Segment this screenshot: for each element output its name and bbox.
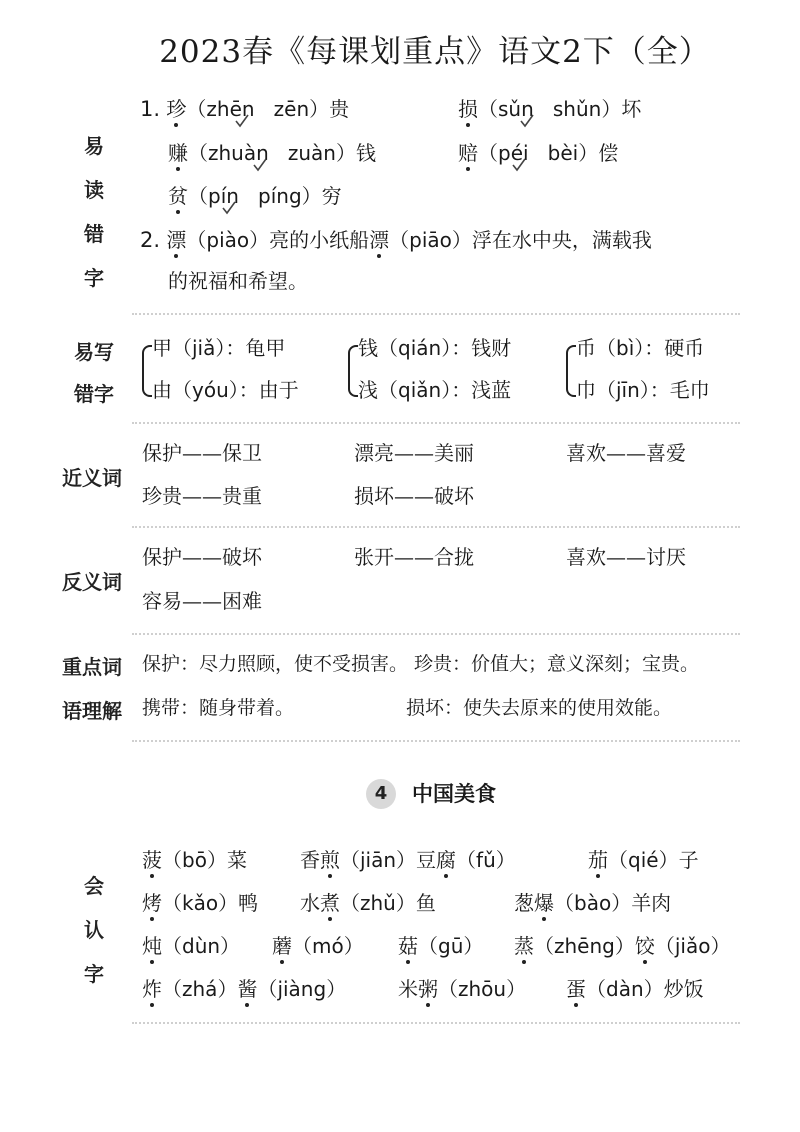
brace-icon <box>348 345 358 397</box>
label-easy-write-2: 错字 <box>74 382 114 406</box>
recognize-item: 蒸（zhēng）饺（jiǎo） <box>514 934 731 958</box>
key-words-line-2a: 携带：随身带着。 <box>142 697 295 719</box>
label-antonyms: 反义词 <box>62 570 122 594</box>
recognize-item: 烤（kǎo）鸭 <box>142 891 259 915</box>
section-divider <box>132 422 740 424</box>
check-mark-icon <box>520 114 534 128</box>
recognize-item: 香煎（jiān）豆腐（fǔ） <box>300 848 516 872</box>
key-words-line-2b: 损坏：使失去原来的使用效能。 <box>406 697 673 719</box>
check-mark-icon <box>222 201 236 215</box>
easy-write-pair-2-bottom: 浅（qiǎn）：浅蓝 <box>358 378 512 402</box>
recognize-item: 米粥（zhōu） <box>398 977 527 1001</box>
brace-icon <box>566 345 576 397</box>
recognize-item: 葱爆（bào）羊肉 <box>514 891 672 915</box>
label-key-words-1: 重点词 <box>62 655 122 679</box>
char-zhen: 珍 <box>166 97 187 121</box>
recognize-item: 菇（gū） <box>398 934 484 958</box>
check-mark-icon <box>253 158 267 172</box>
label-easy-read-1: 易 <box>84 134 104 158</box>
label-synonyms: 近义词 <box>62 466 122 490</box>
easy-write-pair-3-top: 币（bì）：硬币 <box>576 336 705 360</box>
label-easy-write-1: 易写 <box>74 340 114 364</box>
brace-icon <box>142 345 152 397</box>
check-mark-icon <box>512 158 526 172</box>
section-divider <box>132 633 740 635</box>
antonym-item: 容易——困难 <box>142 589 262 613</box>
recognize-item: 炸（zhá）酱（jiàng） <box>142 977 347 1001</box>
lesson-number-badge: 4 <box>366 779 396 809</box>
section-divider <box>132 526 740 528</box>
easy-write-pair-3-bottom: 巾（jīn）：毛巾 <box>576 378 710 402</box>
recognize-item: 蛋（dàn）炒饭 <box>566 977 704 1001</box>
recognize-item: 菠（bō）菜 <box>142 848 247 872</box>
recognize-item: 茄（qié）子 <box>588 848 699 872</box>
synonym-item: 损坏——破坏 <box>354 484 474 508</box>
recognize-item: 水煮（zhǔ）鱼 <box>300 891 436 915</box>
synonym-item: 漂亮——美丽 <box>354 441 474 465</box>
synonym-item: 珍贵——贵重 <box>142 484 262 508</box>
key-words-line-1: 保护：尽力照顾，使不受损害。 珍贵：价值大；意义深刻；宝贵。 <box>142 653 700 675</box>
antonym-item: 保护——破坏 <box>142 545 262 569</box>
easy-read-row-2: 赚（zhuàn zuàn）钱 <box>168 141 376 165</box>
section-divider <box>132 740 740 742</box>
lesson-title: 中国美食 <box>412 782 496 806</box>
label-easy-read-4: 字 <box>84 266 104 290</box>
label-easy-read-3: 错 <box>84 222 104 246</box>
recognize-item: 蘑（mó） <box>272 934 364 958</box>
easy-read-row-3: 贫（pín píng）穷 <box>168 184 342 208</box>
recognize-item: 炖（dùn） <box>142 934 241 958</box>
easy-read-sentence-2: 的祝福和希望。 <box>168 269 308 293</box>
synonym-item: 喜欢——喜爱 <box>566 441 686 465</box>
easy-write-pair-2-top: 钱（qián）：钱财 <box>358 336 512 360</box>
antonym-item: 张开——合拢 <box>354 545 474 569</box>
label-easy-read-2: 读 <box>84 178 104 202</box>
easy-read-sentence: 2. 漂（piào）亮的小纸船漂（piāo）浮在水中央，满载我 <box>140 228 652 252</box>
label-key-words-2: 语理解 <box>62 699 122 723</box>
section-divider <box>132 1022 740 1024</box>
label-recognize-1: 会 <box>84 874 104 898</box>
easy-write-pair-1-top: 甲（jiǎ）：龟甲 <box>152 336 286 360</box>
page-title: 2023春《每课划重点》语文2下（全） <box>159 34 711 70</box>
section-divider <box>132 313 740 315</box>
synonym-item: 保护——保卫 <box>142 441 262 465</box>
easy-read-row-2b: 赔（péi bèi）偿 <box>458 141 619 165</box>
easy-read-row-1b: 损（sǔn shǔn）坏 <box>458 97 642 121</box>
label-recognize-3: 字 <box>84 962 104 986</box>
antonym-item: 喜欢——讨厌 <box>566 545 686 569</box>
check-mark-icon <box>235 114 249 128</box>
easy-read-row-1: 1. 珍（zhēn zēn）贵 <box>140 97 350 121</box>
label-recognize-2: 认 <box>84 918 104 942</box>
easy-write-pair-1-bottom: 由（yóu）：由于 <box>152 378 299 402</box>
